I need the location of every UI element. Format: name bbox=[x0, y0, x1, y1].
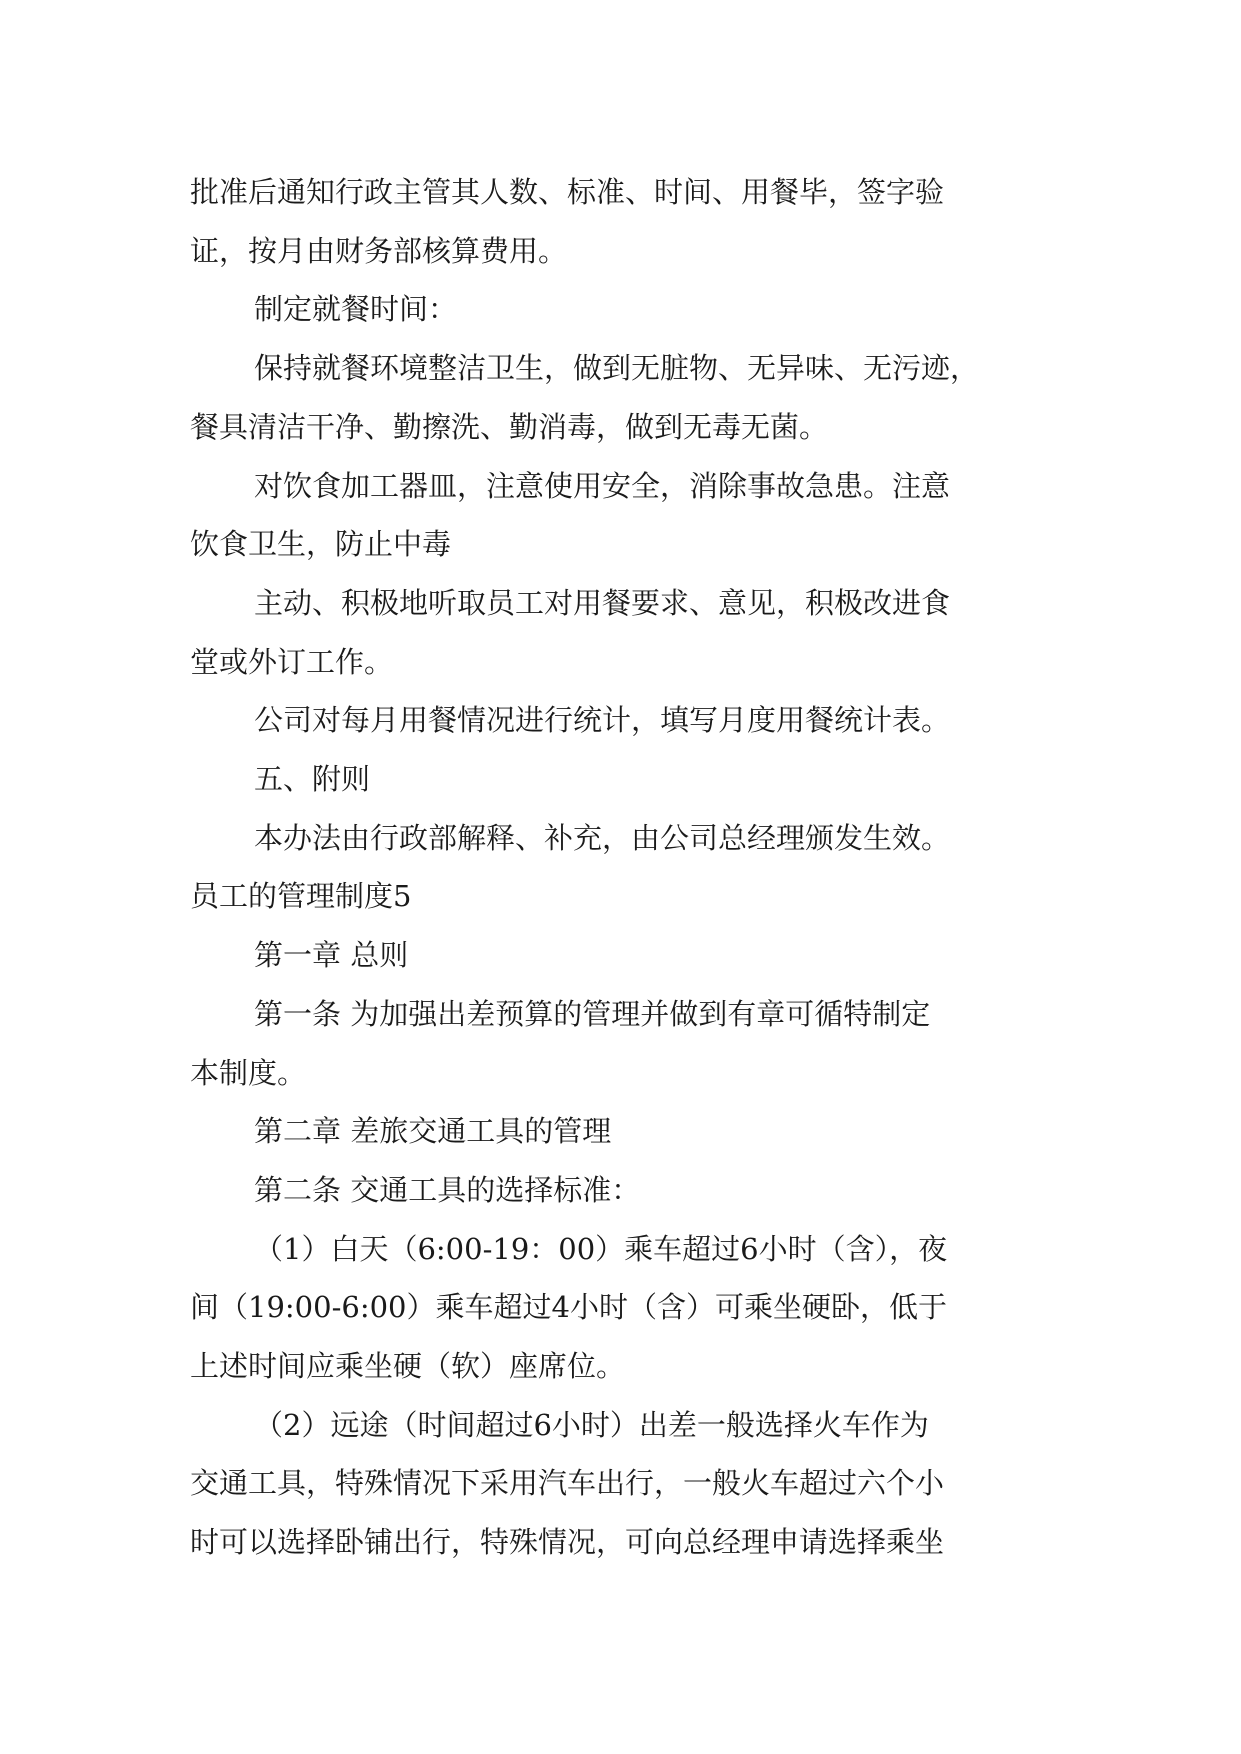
text-line: 堂或外订工作。 bbox=[190, 644, 394, 679]
text-line: 证，按月由财务部核算费用。 bbox=[190, 233, 568, 268]
text-line: 主动、积极地听取员工对用餐要求、意见，积极改进食 bbox=[254, 585, 951, 620]
text-line: 公司对每月用餐情况进行统计，填写月度用餐统计表。 bbox=[254, 703, 951, 738]
text-line: 交通工具，特殊情况下采用汽车出行，一般火车超过六个小 bbox=[190, 1466, 945, 1501]
chapter-heading: 第二章 差旅交通工具的管理 bbox=[254, 1114, 612, 1149]
section-heading: 五、附则 bbox=[254, 762, 371, 797]
text-line: （2）远途（时间超过6小时）出差一般选择火车作为 bbox=[254, 1407, 929, 1442]
text-line: 时可以选择卧铺出行，特殊情况，可向总经理申请选择乘坐 bbox=[190, 1525, 945, 1560]
text-line: 饮食卫生，防止中毒 bbox=[190, 527, 452, 562]
text-line: 上述时间应乘坐硬（软）座席位。 bbox=[190, 1349, 626, 1384]
document-body bbox=[190, 163, 1070, 1572]
chapter-heading: 第一章 总则 bbox=[254, 938, 409, 973]
text-line: 餐具清洁干净、勤擦洗、勤消毒，做到无毒无菌。 bbox=[190, 409, 829, 444]
text-line: 对饮食加工器皿，注意使用安全，消除事故急患。注意 bbox=[254, 468, 951, 503]
text-line: 第二条 交通工具的选择标准： bbox=[254, 1172, 641, 1207]
text-line: 本办法由行政部解释、补充，由公司总经理颁发生效。 bbox=[254, 820, 951, 855]
text-line: 批准后通知行政主管其人数、标准、时间、用餐毕，签字验 bbox=[190, 175, 945, 209]
text-line: （1）白天（6:00-19：00）乘车超过6小时（含），夜 bbox=[254, 1231, 948, 1266]
text-line: 制定就餐时间： bbox=[254, 292, 458, 327]
text-line: 间（19:00-6:00）乘车超过4小时（含）可乘坐硬卧，低于 bbox=[190, 1290, 947, 1325]
text-line: 第一条 为加强出差预算的管理并做到有章可循特制定 bbox=[254, 996, 931, 1031]
text-line: 保持就餐环境整洁卫生，做到无脏物、无异味、无污迹， bbox=[254, 351, 980, 386]
text-line: 本制度。 bbox=[190, 1055, 307, 1090]
document-title: 员工的管理制度5 bbox=[190, 879, 412, 914]
